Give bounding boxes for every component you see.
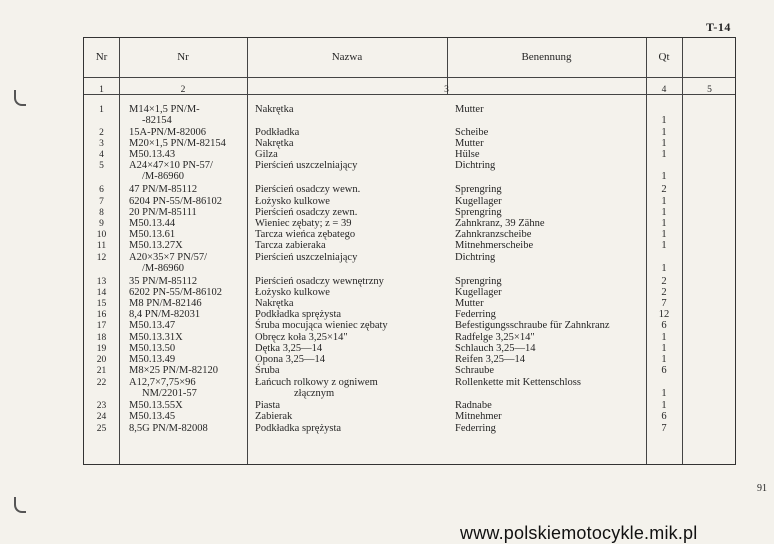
row-qt: 1 — [661, 115, 667, 126]
row-nr: 6 — [99, 185, 104, 195]
row-no: M20×1,5 PN/M-82154 — [129, 138, 226, 149]
row-no: NM/2201-57 — [142, 388, 197, 399]
row-nr: 23 — [96, 401, 107, 411]
row-no: M14×1,5 PN/M- — [129, 104, 200, 115]
row-no: A24×47×10 PN-57/ — [129, 160, 213, 171]
row-nazwa: Podkładka sprężysta — [255, 423, 342, 434]
row-nr: 13 — [96, 277, 107, 287]
row-nr: 16 — [96, 310, 107, 320]
row-ben: Befestigungsschraube für Zahnkranz — [455, 320, 610, 331]
row-nazwa: Nakrętka — [255, 298, 294, 309]
row-nr: 22 — [96, 378, 107, 388]
row-qt: 1 — [661, 400, 667, 411]
row-no: 6204 PN-55/M-86102 — [129, 196, 223, 207]
row-qt: 1 — [661, 196, 667, 207]
row-qt: 6 — [661, 411, 667, 422]
row-nazwa: złącznym — [294, 388, 335, 399]
row-nazwa: Łożysko kulkowe — [255, 287, 330, 298]
row-no: M50.13.61 — [129, 229, 176, 240]
row-ben: Dichtring — [455, 160, 496, 171]
row-nr: 15 — [96, 299, 107, 309]
column-number: 2 — [180, 85, 186, 95]
row-nr: 25 — [96, 424, 107, 434]
row-nazwa: Piasta — [255, 400, 281, 411]
row-ben: Mitnehmer — [455, 411, 502, 422]
row-nr: 7 — [99, 197, 104, 207]
row-nazwa: Pierścień osadczy wewnętrzny — [255, 276, 384, 287]
row-nazwa: Dętka 3,25—14 — [255, 343, 323, 354]
row-no: 47 PN/M-85112 — [129, 184, 198, 195]
row-nr: 9 — [99, 219, 104, 229]
row-ben: Radnabe — [455, 400, 492, 411]
row-ben: Mutter — [455, 138, 484, 149]
row-ben: Schraube — [455, 365, 495, 376]
row-qt: 1 — [661, 138, 667, 149]
row-qt: 12 — [658, 309, 670, 320]
row-nr: 4 — [99, 150, 104, 160]
row-no: M50.13.27X — [129, 240, 183, 251]
row-nazwa: Podkładka — [255, 127, 300, 138]
row-nr: 21 — [96, 366, 107, 376]
row-nazwa: Pierścień osadczy wewn. — [255, 184, 361, 195]
row-ben: Mutter — [455, 298, 484, 309]
row-no: 6202 PN-55/M-86102 — [129, 287, 223, 298]
row-nr: 8 — [99, 208, 104, 218]
row-no: M50.13.31X — [129, 332, 183, 343]
watermark-url: www.polskiemotocykle.mik.pl — [460, 523, 698, 543]
col-divider — [119, 38, 120, 464]
row-qt: 1 — [661, 218, 667, 229]
row-ben: Federring — [455, 423, 496, 434]
row-ben: Dichtring — [455, 252, 496, 263]
row-nr: 17 — [96, 321, 107, 331]
header-qt: Qt — [658, 51, 670, 63]
row-qt: 6 — [661, 320, 667, 331]
row-no: M8 PN/M-82146 — [129, 298, 202, 309]
row-nazwa: Podkładka sprężysta — [255, 309, 342, 320]
row-ben: Schlauch 3,25—14 — [455, 343, 536, 354]
row-no: M50.13.50 — [129, 343, 176, 354]
row-nazwa: Śruba mocująca wieniec zębaty — [255, 320, 388, 331]
row-no: 8,4 PN/M-82031 — [129, 309, 201, 320]
row-no: -82154 — [142, 115, 172, 126]
row-qt: 1 — [661, 207, 667, 218]
row-nr: 12 — [96, 253, 107, 263]
row-nazwa: Pierścień osadczy zewn. — [255, 207, 358, 218]
row-ben: Federring — [455, 309, 496, 320]
row-ben: Kugellager — [455, 196, 502, 207]
row-nazwa: Śruba — [255, 365, 280, 376]
page-tag: T-14 — [706, 20, 731, 34]
row-qt: 1 — [661, 229, 667, 240]
row-qt: 7 — [661, 423, 667, 434]
scan-mark — [14, 497, 26, 513]
row-qt: 7 — [661, 298, 667, 309]
row-ben: Sprengring — [455, 207, 502, 218]
row-qt: 1 — [661, 263, 667, 274]
row-qt: 1 — [661, 332, 667, 343]
row-no: 8,5G PN/M-82008 — [129, 423, 208, 434]
col-divider — [646, 38, 647, 464]
row-ben: Mitnehmerscheibe — [455, 240, 534, 251]
row-no: /M-86960 — [142, 263, 184, 274]
row-no: /M-86960 — [142, 171, 184, 182]
row-ben: Rollenkette mit Kettenschloss — [455, 377, 581, 388]
col-divider — [682, 38, 683, 464]
page-number: 91 — [757, 483, 767, 494]
scan-mark — [14, 90, 26, 106]
column-number: 4 — [661, 85, 667, 95]
row-nazwa: Tarcza zabieraka — [255, 240, 326, 251]
row-ben: Zahnkranz, 39 Zähne — [455, 218, 545, 229]
row-nazwa: Nakrętka — [255, 104, 294, 115]
row-nazwa: Nakrętka — [255, 138, 294, 149]
row-ben: Sprengring — [455, 184, 502, 195]
row-ben: Hülse — [455, 149, 480, 160]
column-number: 1 — [99, 85, 104, 95]
row-no: 35 PN/M-85112 — [129, 276, 198, 287]
row-qt: 1 — [661, 171, 667, 182]
row-qt: 1 — [661, 343, 667, 354]
header-no: Nr — [177, 51, 189, 63]
row-nazwa: Pierścień uszczelniający — [255, 160, 358, 171]
row-no: M50.13.44 — [129, 218, 176, 229]
row-qt: 6 — [661, 365, 667, 376]
row-no: M50.13.49 — [129, 354, 176, 365]
row-nazwa: Opona 3,25—14 — [255, 354, 325, 365]
row-nazwa: Obręcz koła 3,25×14" — [255, 332, 348, 343]
parts-table — [83, 37, 736, 465]
row-nr: 1 — [99, 105, 104, 115]
row-ben: Kugellager — [455, 287, 502, 298]
row-ben: Radfelge 3,25×14" — [455, 332, 535, 343]
row-no: M50.13.45 — [129, 411, 176, 422]
row-nazwa: Gilza — [255, 149, 278, 160]
row-qt: 1 — [661, 149, 667, 160]
row-ben: Zahnkranzscheibe — [455, 229, 532, 240]
header-nazwa: Nazwa — [331, 51, 363, 63]
row-no: 20 PN/M-85111 — [129, 207, 197, 218]
row-nazwa: Łańcuch rolkowy z ogniwem — [255, 377, 378, 388]
row-nr: 14 — [96, 288, 107, 298]
row-no: M50.13.43 — [129, 149, 176, 160]
row-ben: Scheibe — [455, 127, 489, 138]
row-ben: Mutter — [455, 104, 484, 115]
row-ben: Reifen 3,25—14 — [455, 354, 525, 365]
row-nr: 11 — [96, 241, 107, 251]
row-nr: 18 — [96, 333, 107, 343]
row-nr: 10 — [96, 230, 107, 240]
row-no: 15A-PN/M-82006 — [129, 127, 207, 138]
row-nr: 5 — [99, 161, 104, 171]
row-no: A12,7×7,75×96 — [129, 377, 196, 388]
row-nazwa: Pierścień uszczelniający — [255, 252, 358, 263]
column-number: 3 — [444, 85, 449, 95]
row-qt: 1 — [661, 388, 667, 399]
row-qt: 2 — [661, 184, 667, 195]
row-nazwa: Wieniec zębaty; z = 39 — [255, 218, 352, 229]
row-no: A20×35×7 PN/57/ — [129, 252, 208, 263]
row-nr: 3 — [99, 139, 104, 149]
row-no: M8×25 PN/M-82120 — [129, 365, 219, 376]
column-number: 5 — [707, 85, 712, 95]
row-nr: 20 — [96, 355, 107, 365]
row-nazwa: Tarcza wieńca zębatego — [255, 229, 356, 240]
row-qt: 2 — [661, 287, 667, 298]
row-no: M50.13.47 — [129, 320, 176, 331]
header-benennung: Benennung — [521, 51, 572, 63]
header-divider — [84, 77, 735, 78]
row-qt: 2 — [661, 276, 667, 287]
row-nazwa: Łożysko kulkowe — [255, 196, 330, 207]
row-qt: 1 — [661, 240, 667, 251]
row-qt: 1 — [661, 127, 667, 138]
row-ben: Sprengring — [455, 276, 502, 287]
row-nr: 2 — [99, 128, 104, 138]
row-nr: 19 — [96, 344, 107, 354]
col-divider — [247, 38, 248, 464]
header-nr: Nr — [95, 51, 108, 63]
row-nazwa: Zabierak — [255, 411, 293, 422]
row-no: M50.13.55X — [129, 400, 183, 411]
row-qt: 1 — [661, 354, 667, 365]
row-nr: 24 — [96, 412, 107, 422]
